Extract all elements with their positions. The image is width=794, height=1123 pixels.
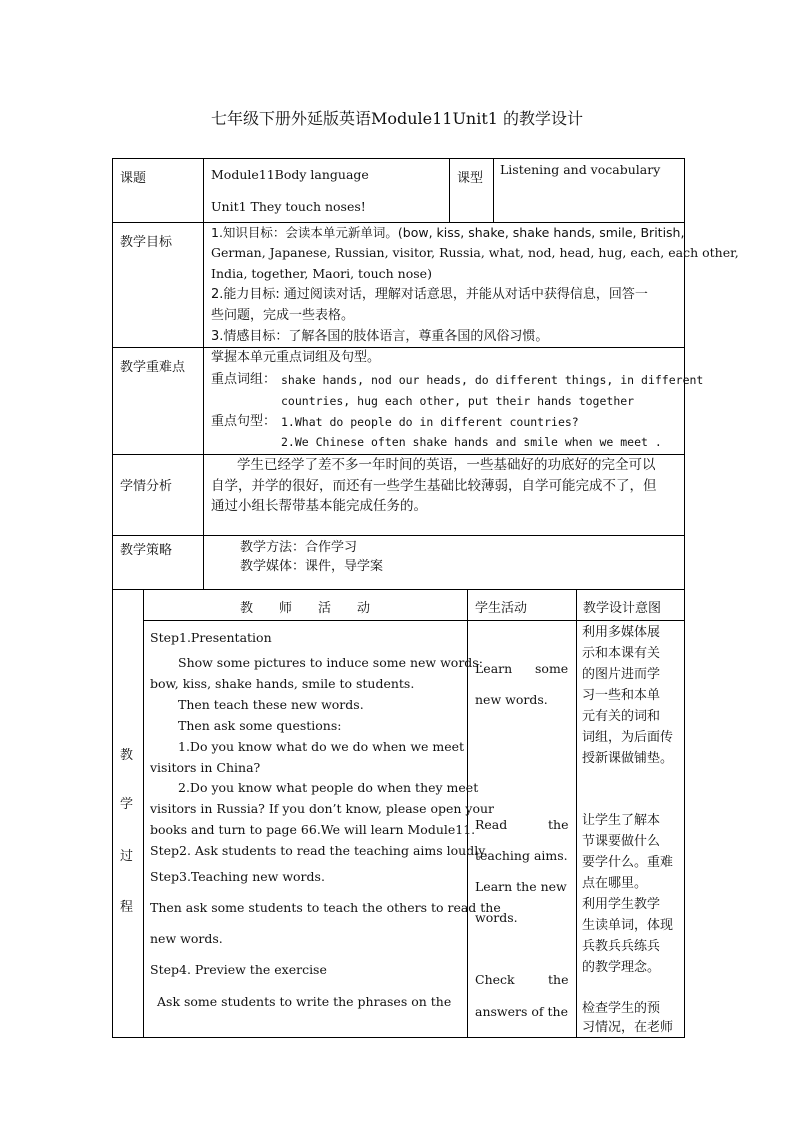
analysis-label: 学情分析	[120, 479, 173, 494]
key-sentence-line: 1.What do people do in different countries?	[281, 415, 579, 429]
teacher-line: Then ask some questions:	[178, 718, 342, 733]
goals-line: 些问题，完成一些表格。	[211, 308, 355, 323]
student-line: Read	[475, 817, 508, 832]
intent-line: 习情况，在老师	[582, 1020, 674, 1035]
student-activity-header: 学生活动	[475, 601, 528, 616]
teacher-line: Step2. Ask students to read the teaching aims loudly.	[150, 843, 488, 858]
intent-line: 要学什么。重难	[582, 855, 674, 870]
analysis-line: 自学，并学的很好，而还有一些学生基础比较薄弱，自学可能完成不了，但	[211, 478, 657, 494]
student-line: the	[548, 817, 569, 832]
teacher-line: Then ask some students to teach the others to read the	[150, 900, 501, 915]
teacher-line: Then teach these new words.	[178, 697, 364, 712]
intent-line: 利用学生教学	[582, 897, 661, 912]
intent-line: 词组，为后面传	[582, 730, 674, 745]
student-line: some	[535, 661, 569, 676]
teacher-line: 2.Do you know what people do when they meet	[178, 780, 479, 795]
row-divider	[112, 347, 685, 348]
student-line: Check	[475, 972, 515, 987]
col-divider	[143, 589, 144, 1038]
student-line: Learn	[475, 661, 513, 676]
intent-line: 点在哪里。	[582, 876, 648, 891]
teacher-line: books and turn to page 66.We will learn Module11.	[150, 822, 476, 837]
intent-line: 习一些和本单	[582, 688, 661, 703]
teacher-line: Ask some students to write the phrases on the	[157, 994, 452, 1009]
analysis-line: 学生已经学了差不多一年时间的英语，一些基础好的功底好的完全可以	[237, 457, 656, 473]
key-sentences-label: 重点句型：	[211, 414, 277, 429]
teacher-line: bow, kiss, shake hands, smile to students.	[150, 676, 415, 691]
intent-line: 兵教兵兵练兵	[582, 939, 661, 954]
strategy-label: 教学策略	[120, 543, 173, 558]
intent-line: 示和本课有关	[582, 646, 661, 661]
teacher-line: 1.Do you know what do we do when we meet	[178, 739, 465, 754]
key-points-intro: 掌握本单元重点词组及句型。	[211, 350, 381, 365]
intent-line: 的图片进而学	[582, 667, 661, 682]
student-line: new words.	[475, 692, 548, 707]
col-divider	[449, 158, 450, 222]
document-title: 七年级下册外延版英语Module11Unit1 的教学设计	[210, 109, 584, 128]
student-line: Learn the new	[475, 879, 567, 894]
lesson-type-label: 课型	[457, 171, 484, 186]
teacher-line: Show some pictures to induce some new words:	[178, 655, 483, 670]
goals-label: 教学目标	[120, 235, 173, 250]
row-divider	[143, 620, 685, 621]
process-label-char: 过	[120, 849, 134, 864]
col-divider	[576, 589, 577, 1038]
topic-label: 课题	[120, 171, 147, 186]
teacher-activity-header: 教 师 活 动	[239, 601, 370, 616]
row-divider	[112, 589, 685, 590]
intent-line: 元有关的词和	[582, 709, 661, 724]
topic-unit: Unit1 They touch noses!	[211, 199, 366, 214]
teacher-line: Step1.Presentation	[150, 630, 272, 645]
intent-line: 授新课做铺垫。	[582, 751, 674, 766]
teacher-line: visitors in Russia? If you don’t know, please open your	[150, 801, 495, 816]
key-words-line: countries, hug each other, put their hands together	[281, 394, 635, 408]
teacher-line: Step4. Preview the exercise	[150, 962, 327, 977]
student-line: the	[548, 972, 569, 987]
row-divider	[112, 535, 685, 536]
key-words-line: shake hands, nod our heads, do different things, in different	[281, 373, 704, 387]
intent-line: 节课要做什么	[582, 834, 661, 849]
lesson-type-value: Listening and vocabulary	[500, 162, 661, 177]
intent-line: 检查学生的预	[582, 1001, 661, 1016]
process-label-char: 程	[120, 900, 134, 915]
goals-line: 2.能力目标: 通过阅读对话，理解对话意思，并能从对话中获得信息，回答一	[211, 287, 648, 302]
analysis-line: 通过小组长帮带基本能完成任务的。	[211, 498, 427, 514]
process-label-char: 教	[120, 748, 134, 763]
student-line: teaching aims.	[475, 848, 568, 863]
intent-line: 利用多媒体展	[582, 625, 661, 640]
student-line: answers of the	[475, 1004, 568, 1019]
teacher-line: visitors in China?	[150, 760, 261, 775]
intent-line: 的教学理念。	[582, 960, 661, 975]
key-points-label: 教学重难点	[120, 360, 186, 375]
student-line: words.	[475, 910, 518, 925]
strategy-method: 教学方法：合作学习	[240, 540, 358, 555]
goals-line: 1.知识目标：会读本单元新单词。(bow, kiss, shake, shake hands, smile, British,	[211, 225, 685, 240]
key-words-label: 重点词组：	[211, 372, 277, 387]
teacher-line: Step3.Teaching new words.	[150, 869, 325, 884]
goals-line: India, together, Maori, touch nose)	[211, 266, 432, 281]
goals-line: 3.情感目标：了解各国的肢体语言，尊重各国的风俗习惯。	[211, 329, 549, 344]
topic-module: Module11Body language	[211, 167, 369, 182]
teacher-line: new words.	[150, 931, 223, 946]
goals-line: German, Japanese, Russian, visitor, Russia, what, nod, head, hug, each, each other,	[211, 245, 739, 260]
strategy-media: 教学媒体：课件，导学案	[240, 559, 384, 574]
design-intent-header: 教学设计意图	[583, 601, 662, 616]
key-sentence-line: 2.We Chinese often shake hands and smile when we meet .	[281, 435, 662, 449]
col-divider	[493, 158, 494, 222]
col-divider	[203, 158, 204, 589]
intent-line: 让学生了解本	[582, 813, 661, 828]
process-label-char: 学	[120, 797, 134, 812]
intent-line: 生读单词，体现	[582, 918, 674, 933]
